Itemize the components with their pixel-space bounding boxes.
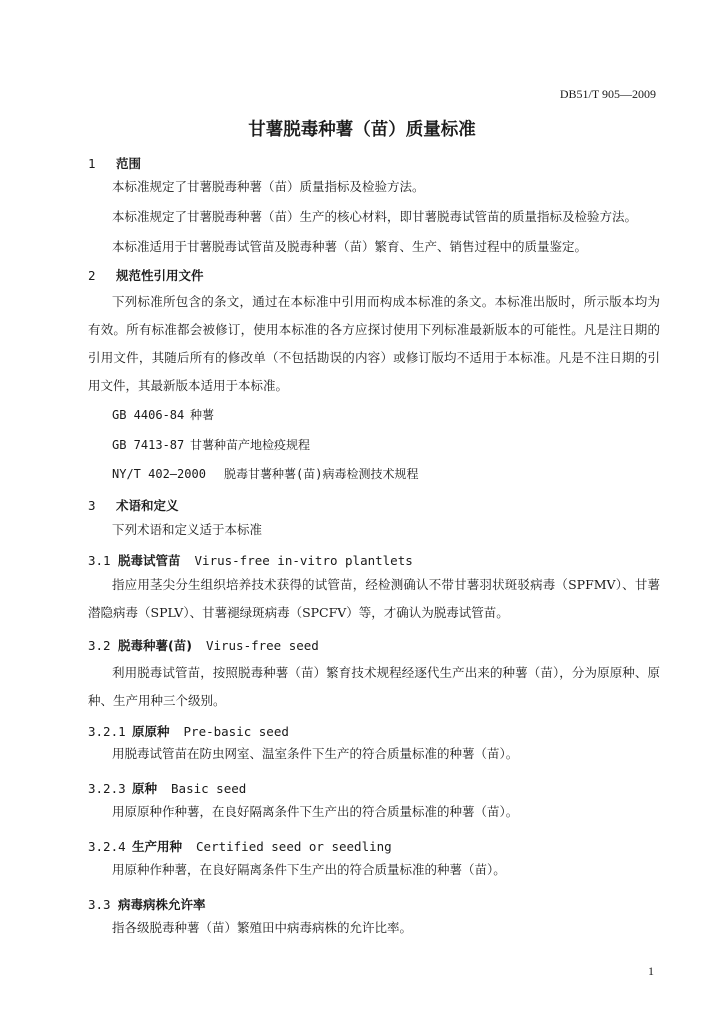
subsection-english-term: Pre-basic seed [183,724,289,739]
subsection-english-term: Virus-free seed [205,638,319,653]
reference-item [112,465,418,482]
subsection-number: 3.1 [88,553,111,568]
document-title: 甘薯脱毒种薯（苗）质量标准 [248,120,476,140]
subsection-heading [88,837,392,855]
subsection-title: 生产用种 [132,839,183,854]
reference-code: GB 7413-87 [112,438,185,452]
page-number: 1 [648,964,654,978]
subsection-title: 原原种 [132,724,170,739]
section-title: 范围 [116,156,142,171]
subsection-heading [88,551,413,569]
section-heading [88,496,179,514]
paragraph: 本标准规定了甘薯脱毒种薯（苗）质量指标及检验方法。 [112,179,425,194]
subsection-title: 脱毒种薯(苗) [118,638,192,653]
section-number: 2 [88,268,96,283]
subsection-number: 3.2.4 [88,839,126,854]
reference-code: GB 4406-84 [112,408,185,422]
paragraph: 下列术语和定义适于本标准 [112,522,263,537]
subsection-english-term: Basic seed [171,781,247,796]
reference-code: NY/T 402—2000 [112,467,206,481]
paragraph: 利用脱毒试管苗，按照脱毒种薯（苗）繁育技术规程经逐代生产出来的种薯（苗），分为原原种、原种、生产用种三个级别。 [88,665,660,708]
reference-name: 甘薯种苗产地检疫规程 [190,438,311,452]
paragraph: 用脱毒试管苗在防虫网室、温室条件下生产的符合质量标准的种薯（苗）。 [112,746,519,761]
subsection-title: 病毒病株允许率 [118,897,206,912]
reference-item [112,406,214,423]
paragraph: 本标准适用于甘薯脱毒试管苗及脱毒种薯（苗）繁育、生产、销售过程中的质量鉴定。 [112,239,588,254]
subsection-number: 3.2 [88,638,111,653]
standard-number: DB51/T 905—2009 [559,87,656,101]
subsection-english-term: Certified seed or seedling [196,839,392,854]
reference-item [112,436,310,453]
subsection-heading [88,636,319,654]
subsection-heading [88,779,246,797]
section-number: 3 [88,498,96,513]
subsection-number: 3.3 [88,897,111,912]
section-title: 规范性引用文件 [116,268,204,283]
paragraph: 指应用茎尖分生组织培养技术获得的试管苗，经检测确认不带甘薯羽状斑驳病毒（SPFMV）、甘薯潜隐病毒（SPLV）、甘薯褪绿斑病毒（SPCFV）等，才确认为脱毒试管苗。 [88,577,660,620]
subsection-title: 原种 [132,781,158,796]
section-heading [88,266,204,284]
paragraph: 用原原种作种薯，在良好隔离条件下生产出的符合质量标准的种薯（苗）。 [112,804,519,819]
section-title: 术语和定义 [116,498,179,513]
subsection-english-term: Virus-free in-vitro plantlets [194,553,413,568]
section-heading [88,154,141,172]
paragraph: 下列标准所包含的条文，通过在本标准中引用而构成本标准的条文。本标准出版时，所示版本均为有效。所有标准都会被修订，使用本标准的各方应探讨使用下列标准最新版本的可能性。凡是注日期的引用文件，其随后所有的修改单（不包括勘误的内容）或修订版均不适用于本标准。凡是不注日期的引用文件，其最新版本适用于本标准。 [88,294,660,393]
section-number: 1 [88,156,96,171]
paragraph: 指各级脱毒种薯（苗）繁殖田中病毒病株的允许比率。 [112,920,413,935]
subsection-heading [88,722,289,740]
subsection-heading [88,895,206,913]
paragraph: 用原种作种薯，在良好隔离条件下生产出的符合质量标准的种薯（苗）。 [112,862,506,877]
subsection-number: 3.2.3 [88,781,126,796]
subsection-number: 3.2.1 [88,724,126,739]
reference-name: 脱毒甘薯种薯(苗)病毒检测技术规程 [224,467,419,481]
reference-name: 种薯 [190,408,215,422]
paragraph: 本标准规定了甘薯脱毒种薯（苗）生产的核心材料，即甘薯脱毒试管苗的质量指标及检验方法。 [112,209,638,224]
subsection-title: 脱毒试管苗 [118,553,181,568]
